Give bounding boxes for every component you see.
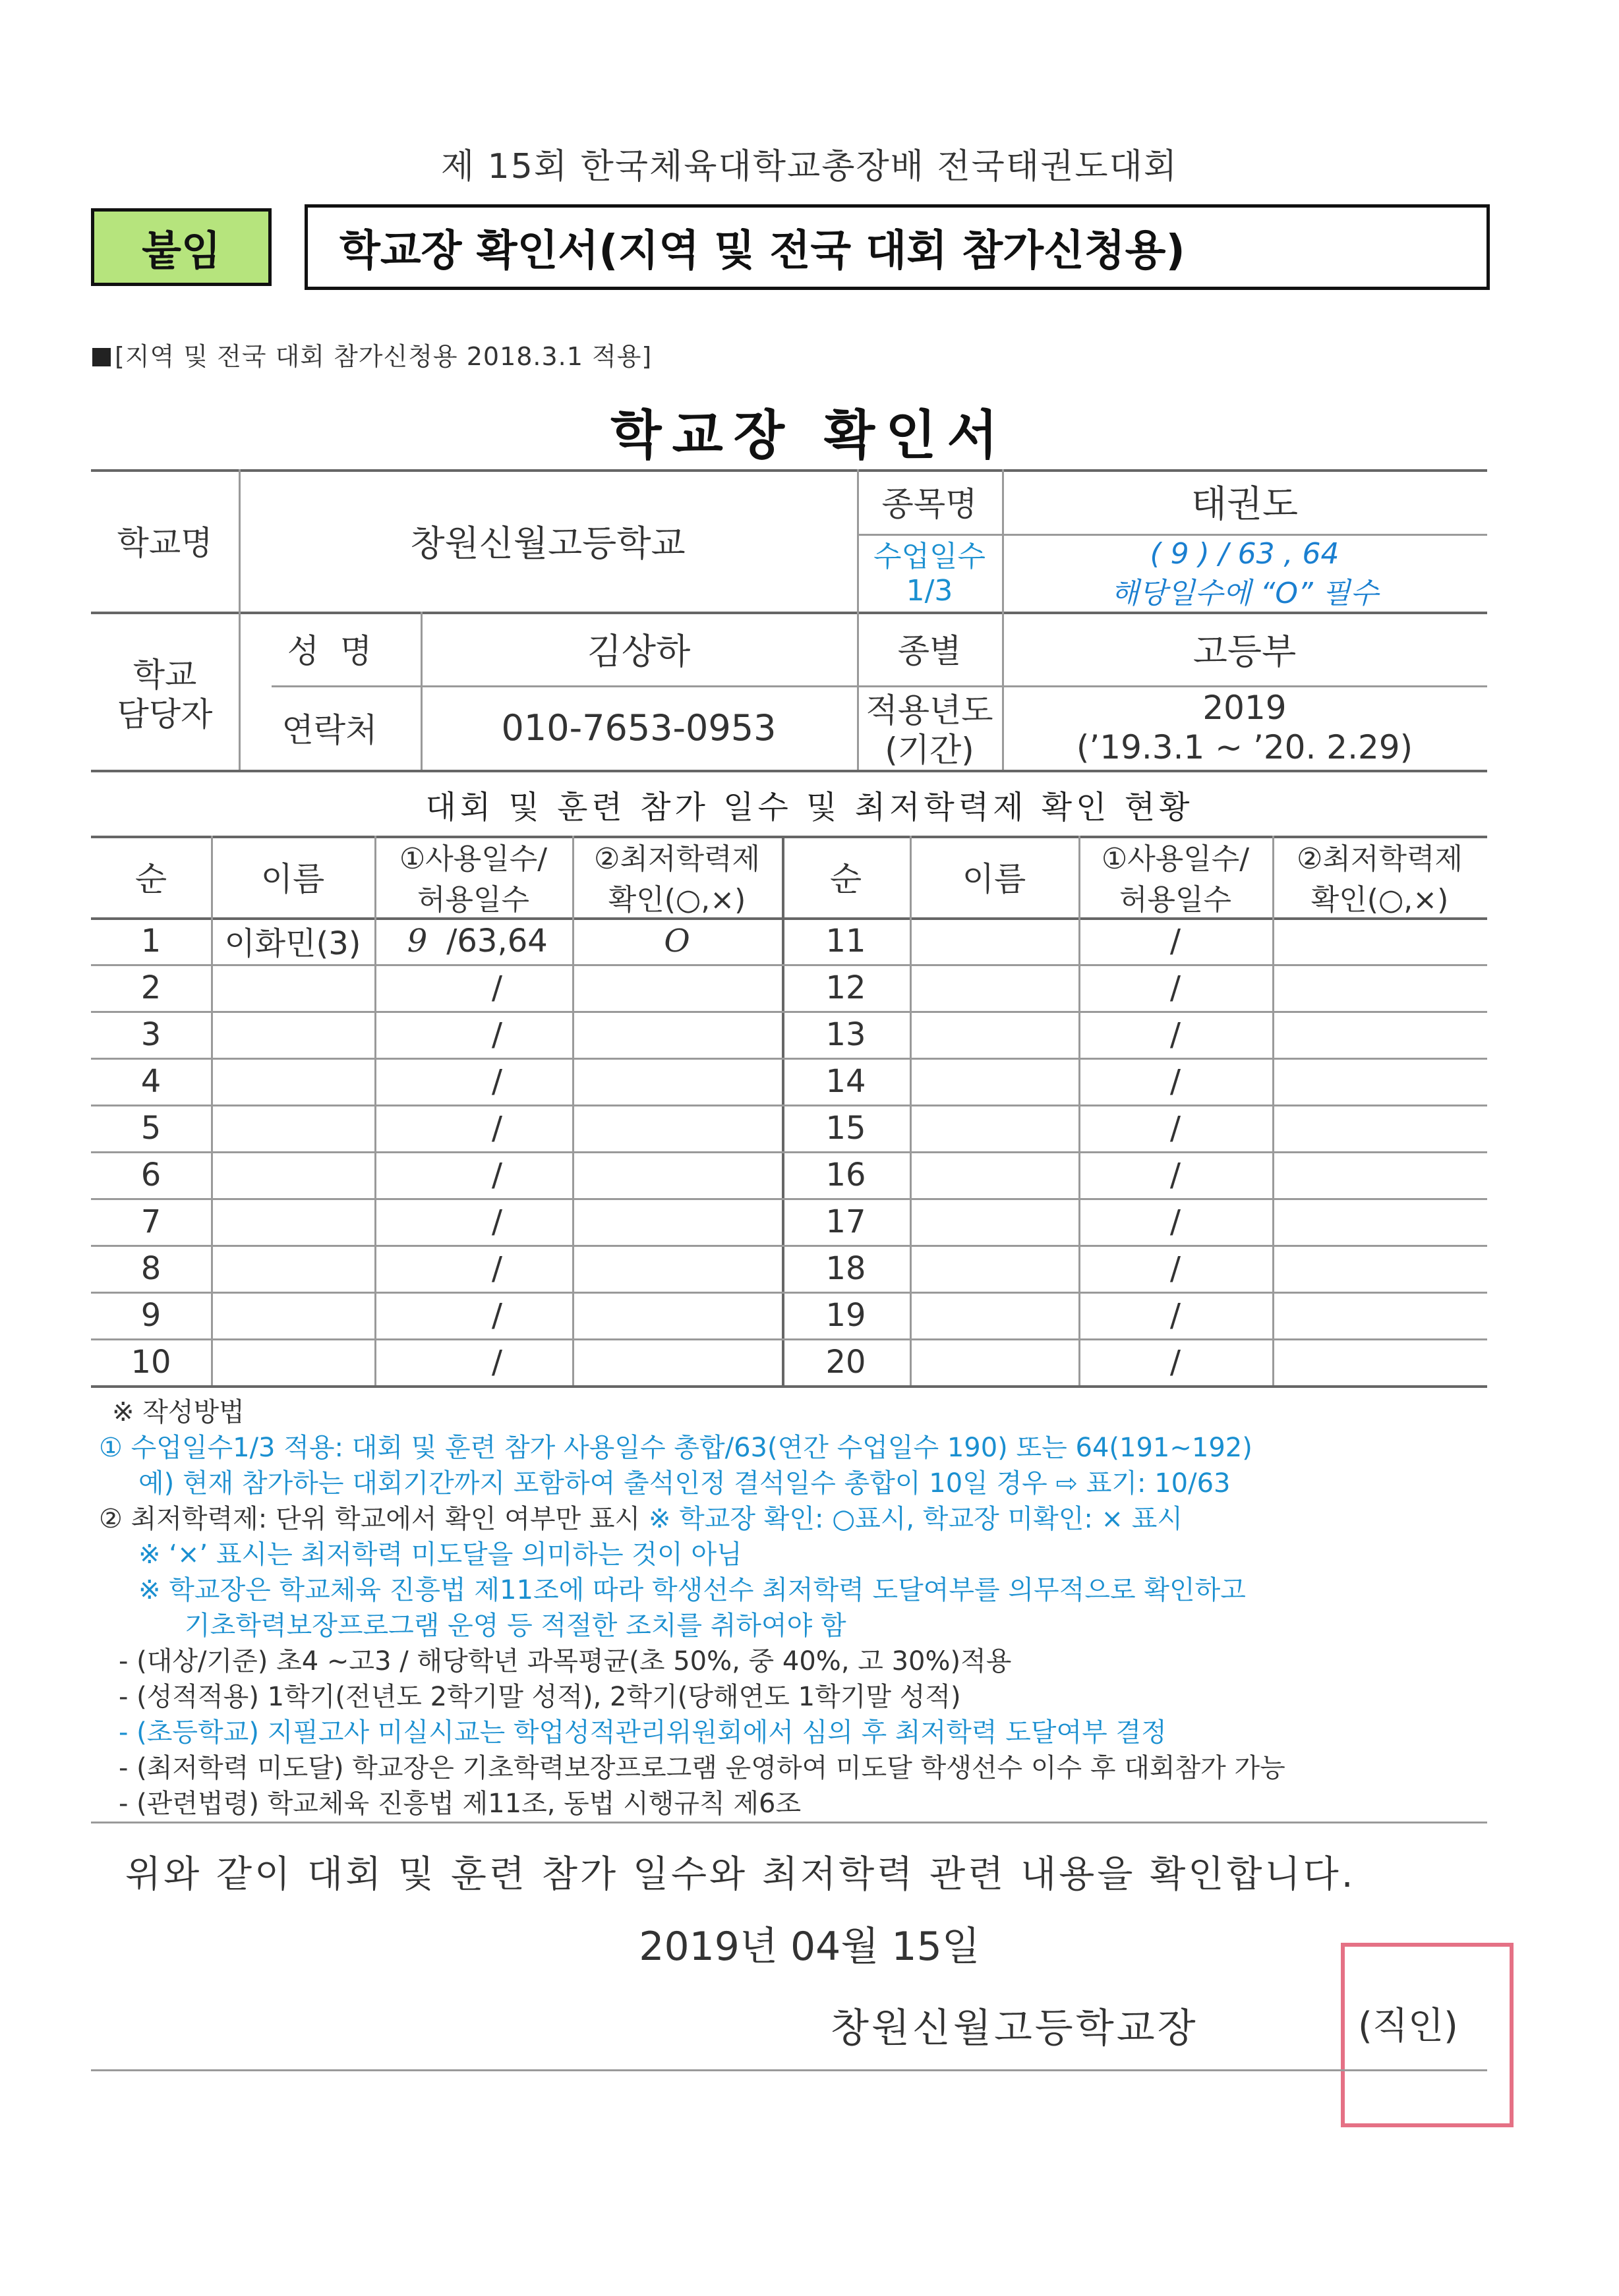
note-1: ① 수업일수1/3 적용: 대회 및 훈련 참가 사용일수 총합/63(연간 수업일수 190) 또는 64(191~192) (99, 1433, 1252, 1463)
row-number: 19 (825, 1296, 866, 1334)
attachment-tag: 붙임 (91, 208, 272, 286)
row-number: 9 (140, 1296, 162, 1334)
academic-check (572, 964, 782, 1011)
row-number: 8 (140, 1249, 162, 1287)
row-number: 7 (140, 1203, 162, 1240)
academic-check (1272, 1292, 1487, 1338)
class-days-fraction: 1/3 (906, 573, 953, 608)
note-3: ※ ‘×’ 표시는 최저학력 미도달을 의미하는 것이 아님 (138, 1539, 742, 1570)
student-name (910, 1198, 1078, 1245)
allowed-days: / (1169, 969, 1181, 1006)
row-number: 16 (825, 1156, 866, 1193)
header-allowed-days-right: 허용일수 (1119, 883, 1231, 917)
academic-check (572, 1292, 782, 1338)
allowed-days: / (491, 1016, 503, 1053)
row-number: 13 (825, 1016, 866, 1053)
academic-check (572, 1198, 782, 1245)
instructions (99, 1394, 1549, 1822)
school-name: 창원신월고등학교 (410, 522, 686, 564)
student-name (910, 1058, 1078, 1105)
academic-check (1272, 964, 1487, 1011)
note-2 (99, 1501, 1549, 1537)
header-no-right: 순 (829, 860, 862, 898)
manager-label-line1: 학교 (132, 656, 197, 694)
detail-grades: - (성적적용) 1학기(전년도 2학기말 성적), 2학기(당해연도 1학기말 성적) (119, 1682, 961, 1712)
header-days: ①사용일수/ (399, 842, 548, 876)
allowed-days: / (1169, 1249, 1181, 1287)
student-name (910, 964, 1078, 1011)
row-number: 1 (140, 922, 162, 960)
document-heading: 학교장 확인서(지역 및 전국 대회 참가신청용) (305, 204, 1490, 290)
row-number: 15 (825, 1109, 866, 1147)
row-number: 11 (825, 922, 866, 960)
row-number: 12 (825, 969, 866, 1006)
class-days-label: 수업일수 (873, 540, 986, 573)
academic-check (1272, 1198, 1487, 1245)
detail-not-reached: - (최저학력 미도달) 학교장은 기초학력보장프로그램 운영하여 미도달 학생선수 이수 후 대회참가 가능 (119, 1753, 1285, 1783)
student-name (910, 1338, 1078, 1385)
student-name (211, 1292, 374, 1338)
allowed-days: / (1169, 1203, 1181, 1240)
allowed-days: / (1169, 1016, 1181, 1053)
row-number: 10 (131, 1343, 171, 1381)
header-confirm: 확인(○,×) (608, 883, 746, 917)
allowed-days: / (1169, 1109, 1181, 1147)
allowed-days: / (1169, 1156, 1181, 1193)
allowed-days: / (491, 1296, 503, 1334)
academic-check (572, 1245, 782, 1292)
seal-label: (직인) (1358, 2005, 1458, 2048)
allowed-days: /63,64 (446, 922, 548, 960)
contact-value: 010-7653-0953 (501, 706, 777, 749)
academic-check (1272, 1245, 1487, 1292)
row-number: 5 (140, 1109, 162, 1147)
allowed-days: / (491, 1343, 503, 1381)
student-name (910, 1151, 1078, 1198)
row-number: 4 (140, 1062, 162, 1100)
student-name (211, 1198, 374, 1245)
header-min-academic: ②최저학력제 (594, 842, 760, 876)
row-number: 6 (140, 1156, 162, 1193)
student-name (211, 1338, 374, 1385)
school-label: 학교명 (117, 524, 213, 562)
row-number: 2 (140, 969, 162, 1006)
note-4-cont: 기초학력보장프로그램 운영 등 적절한 조치를 취하여야 함 (185, 1611, 846, 1641)
row-number: 18 (825, 1249, 866, 1287)
sport-value: 태권도 (1191, 483, 1299, 526)
student-name (211, 964, 374, 1011)
student-name (211, 1245, 374, 1292)
event-title: 제 15회 한국체육대학교총장배 전국태권도대회 (440, 147, 1179, 187)
year-value: 2019 (1202, 689, 1287, 727)
student-name (211, 1058, 374, 1105)
header-days-right: ①사용일수/ (1101, 842, 1250, 876)
student-name (910, 1245, 1078, 1292)
year-period-label: (기간) (885, 731, 974, 769)
used-days-handwritten: 9 (407, 922, 428, 960)
year-period-value: (’19.3.1 ~ ’20. 2.29) (1076, 728, 1413, 766)
confirmation-text: 위와 같이 대회 및 훈련 참가 일수와 최저학력 관련 내용을 확인합니다. (125, 1853, 1356, 1896)
note-2-marking: ※ 학교장 확인: ○표시, 학교장 미확인: × 표시 (648, 1504, 1183, 1534)
principal-signature: 창원신월고등학교장 (831, 2005, 1198, 2052)
section-title: 대회 및 훈련 참가 일수 및 최저학력제 확인 현황 (425, 789, 1194, 826)
class-days-required-note: 해당일수에 “O” 필수 (1111, 577, 1378, 610)
note-2-text: ② 최저학력제: 단위 학교에서 확인 여부만 표시 (99, 1504, 649, 1534)
note-4: ※ 학교장은 학교체육 진흥법 제11조에 따라 학생선수 최저학력 도달여부를 의무적으로 확인하고 (138, 1575, 1246, 1605)
sport-label: 종목명 (881, 485, 978, 523)
detail-target: - (대상/기준) 초4 ~고3 / 해당학년 과목평균(초 50%, 중 40%, 고 30%)적용 (119, 1646, 1012, 1677)
academic-check (572, 1011, 782, 1058)
header-min-academic-right: ②최저학력제 (1297, 842, 1463, 876)
student-name (910, 1105, 1078, 1151)
notes-title: ※ 작성방법 (112, 1397, 245, 1427)
allowed-days: / (491, 1249, 503, 1287)
class-days-value: ( 9 ) / 63 , 64 (1150, 536, 1339, 571)
category-label: 종별 (897, 632, 962, 670)
manager-label-line2: 담당자 (117, 695, 213, 733)
student-name (211, 1011, 374, 1058)
academic-check (572, 1058, 782, 1105)
row-number: 14 (825, 1062, 866, 1100)
document-date: 2019년 04월 15일 (639, 1924, 980, 1970)
name-value: 김상하 (587, 630, 691, 672)
student-name (211, 1151, 374, 1198)
detail-law: - (관련법령) 학교체육 진흥법 제11조, 동법 시행규칙 제6조 (119, 1789, 802, 1819)
allowed-days: / (1169, 1062, 1181, 1100)
academic-check (1272, 1151, 1487, 1198)
academic-check (1272, 917, 1487, 964)
contact-label: 연락처 (281, 711, 378, 749)
square-bullet-icon (92, 348, 111, 366)
row-number: 17 (825, 1203, 866, 1240)
allowed-days: / (491, 969, 503, 1006)
allowed-days: / (1169, 922, 1181, 960)
header-allowed-days: 허용일수 (417, 883, 529, 917)
category-value: 고등부 (1192, 630, 1297, 672)
academic-check (1272, 1105, 1487, 1151)
academic-check: O (664, 922, 690, 960)
header-no: 순 (134, 860, 167, 898)
student-name (910, 1011, 1078, 1058)
allowed-days: / (491, 1156, 503, 1193)
row-number: 20 (825, 1343, 866, 1381)
header-name-right: 이름 (962, 860, 1026, 898)
form-note-text: [지역 및 전국 대회 참가신청용 2018.3.1 적용] (115, 342, 653, 371)
academic-check (572, 1338, 782, 1385)
student-name (910, 917, 1078, 964)
year-label: 적용년도 (866, 691, 993, 730)
academic-check (572, 1105, 782, 1151)
student-name (910, 1292, 1078, 1338)
doc-title: 학교장 확인서 (610, 405, 1009, 466)
form-note (92, 336, 652, 372)
allowed-days: / (1169, 1343, 1181, 1381)
header-confirm-right: 확인(○,×) (1310, 883, 1449, 917)
student-name (211, 1105, 374, 1151)
note-1-example: 예) 현재 참가하는 대회기간까지 포함하여 출석인정 결석일수 총합이 10일 경우 ⇨ 표기: 10/63 (138, 1468, 1231, 1499)
allowed-days: / (491, 1109, 503, 1147)
allowed-days: / (491, 1203, 503, 1240)
academic-check (1272, 1058, 1487, 1105)
name-label: 성 명 (287, 632, 372, 670)
allowed-days: / (491, 1062, 503, 1100)
allowed-days: / (1169, 1296, 1181, 1334)
academic-check (1272, 1011, 1487, 1058)
academic-check (1272, 1338, 1487, 1385)
academic-check (572, 1151, 782, 1198)
row-number: 3 (140, 1016, 162, 1053)
student-name: 이화민(3) (224, 925, 361, 962)
header-name: 이름 (260, 860, 325, 898)
detail-elementary: - (초등학교) 지필고사 미실시교는 학업성적관리위원회에서 심의 후 최저학력 도달여부 결정 (119, 1717, 1167, 1748)
